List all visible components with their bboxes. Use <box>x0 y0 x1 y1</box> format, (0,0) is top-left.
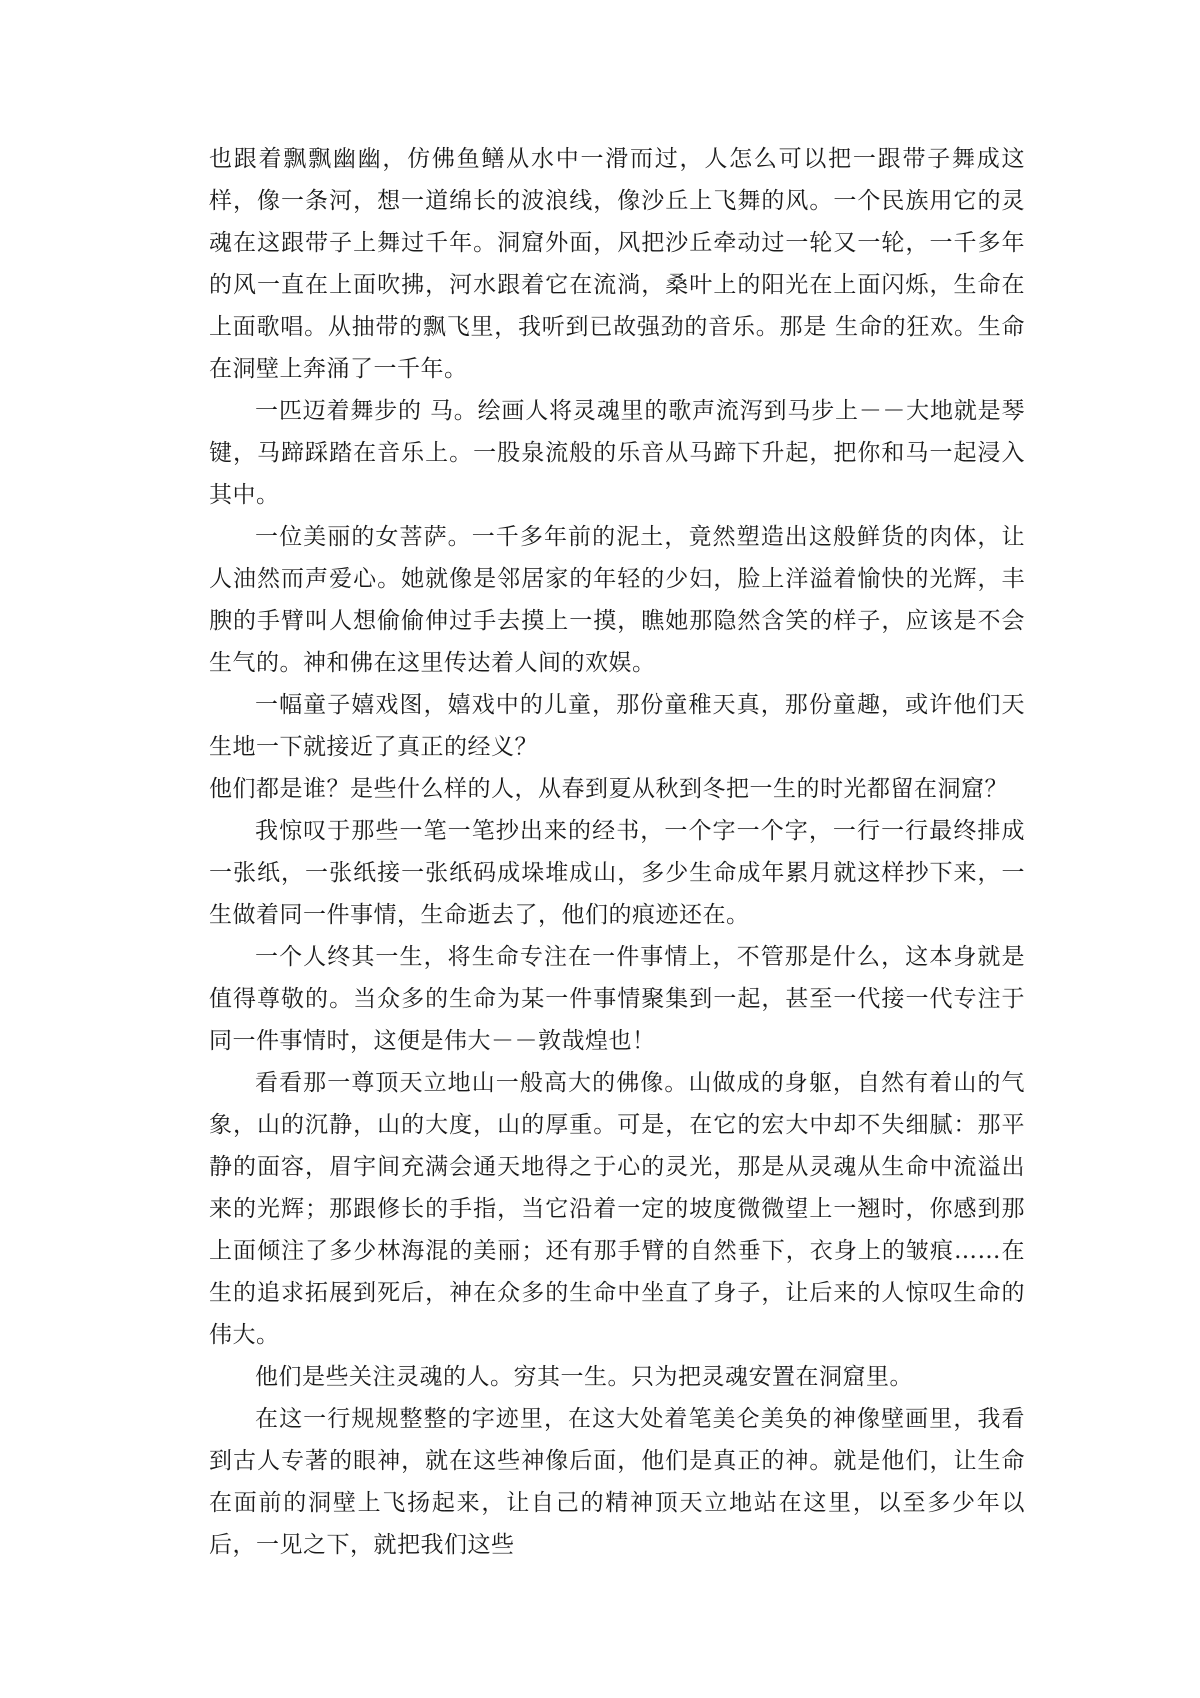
article-body <box>209 138 1025 1566</box>
paragraph-7: 一个人终其一生，将生命专注在一件事情上，不管那是什么，这本身就是值得尊敬的。当众多的生命为某一件事情聚集到一起，甚至一代接一代专注于同一件事情时，这便是伟大－－敦哉煌也！ <box>209 944 1025 1054</box>
paragraph-5: 他们都是谁？是些什么样的人，从春到夏从秋到冬把一生的时光都留在洞窟？ <box>209 776 1008 802</box>
paragraph-9: 他们是些关注灵魂的人。穷其一生。只为把灵魂安置在洞窟里。 <box>255 1364 913 1390</box>
paragraph-8: 看看那一尊顶天立地山一般高大的佛像。山做成的身躯，自然有着山的气象，山的沉静，山的大度，山的厚重。可是，在它的宏大中却不失细腻：那平静的面容，眉宇间充满会通天地得之于心的灵光，那是从灵魂从生命中流溢出来的光辉；那跟修长的手指，当它沿着一定的坡度微微望上一翘时，你感到那上面倾注了多少林海混的美丽；还有那手臂的自然垂下，衣身上的皱痕……在生的追求拓展到死后，神在众多的生命中坐直了身子，让后来的人惊叹生命的伟大。 <box>209 1070 1025 1348</box>
paragraph-1: 也跟着飘飘幽幽，仿佛鱼鳝从水中一滑而过，人怎么可以把一跟带子舞成这样，像一条河，想一道绵长的波浪线，像沙丘上飞舞的风。一个民族用它的灵魂在这跟带子上舞过千年。洞窟外面，风把沙丘牵动过一轮又一轮，一千多年的风一直在上面吹拂，河水跟着它在流淌，桑叶上的阳光在上面闪烁，生命在上面歌唱。从抽带的飘飞里，我听到已故强劲的音乐。那是 生命的狂欢。生命在洞壁上奔涌了一千年。 <box>209 146 1025 382</box>
paragraph-10: 在这一行规规整整的字迹里，在这大处着笔美仑美奂的神像壁画里，我看到古人专著的眼神，就在这些神像后面，他们是真正的神。就是他们，让生命在面前的洞壁上飞扬起来，让自己的精神顶天立地站在这里，以至多少年以后，一见之下，就把我们这些 <box>209 1406 1025 1558</box>
paragraph-3: 一位美丽的女菩萨。一千多年前的泥土，竟然塑造出这般鲜货的肉体，让人油然而声爱心。她就像是邻居家的年轻的少妇，脸上洋溢着愉快的光辉，丰腴的手臂叫人想偷偷伸过手去摸上一摸，瞧她那隐然含笑的样子，应该是不会生气的。神和佛在这里传达着人间的欢娱。 <box>209 524 1025 676</box>
paragraph-2: 一匹迈着舞步的 马。绘画人将灵魂里的歌声流泻到马步上－－大地就是琴键，马蹄踩踏在音乐上。一股泉流般的乐音从马蹄下升起，把你和马一起浸入其中。 <box>209 398 1025 508</box>
paragraph-4: 一幅童子嬉戏图，嬉戏中的儿童，那份童稚天真，那份童趣，或许他们天生地一下就接近了真正的经义？ <box>209 692 1025 760</box>
paragraph-6: 我惊叹于那些一笔一笔抄出来的经书，一个字一个字，一行一行最终排成一张纸，一张纸接一张纸码成垛堆成山，多少生命成年累月就这样抄下来，一生做着同一件事情，生命逝去了，他们的痕迹还在。 <box>209 818 1025 928</box>
